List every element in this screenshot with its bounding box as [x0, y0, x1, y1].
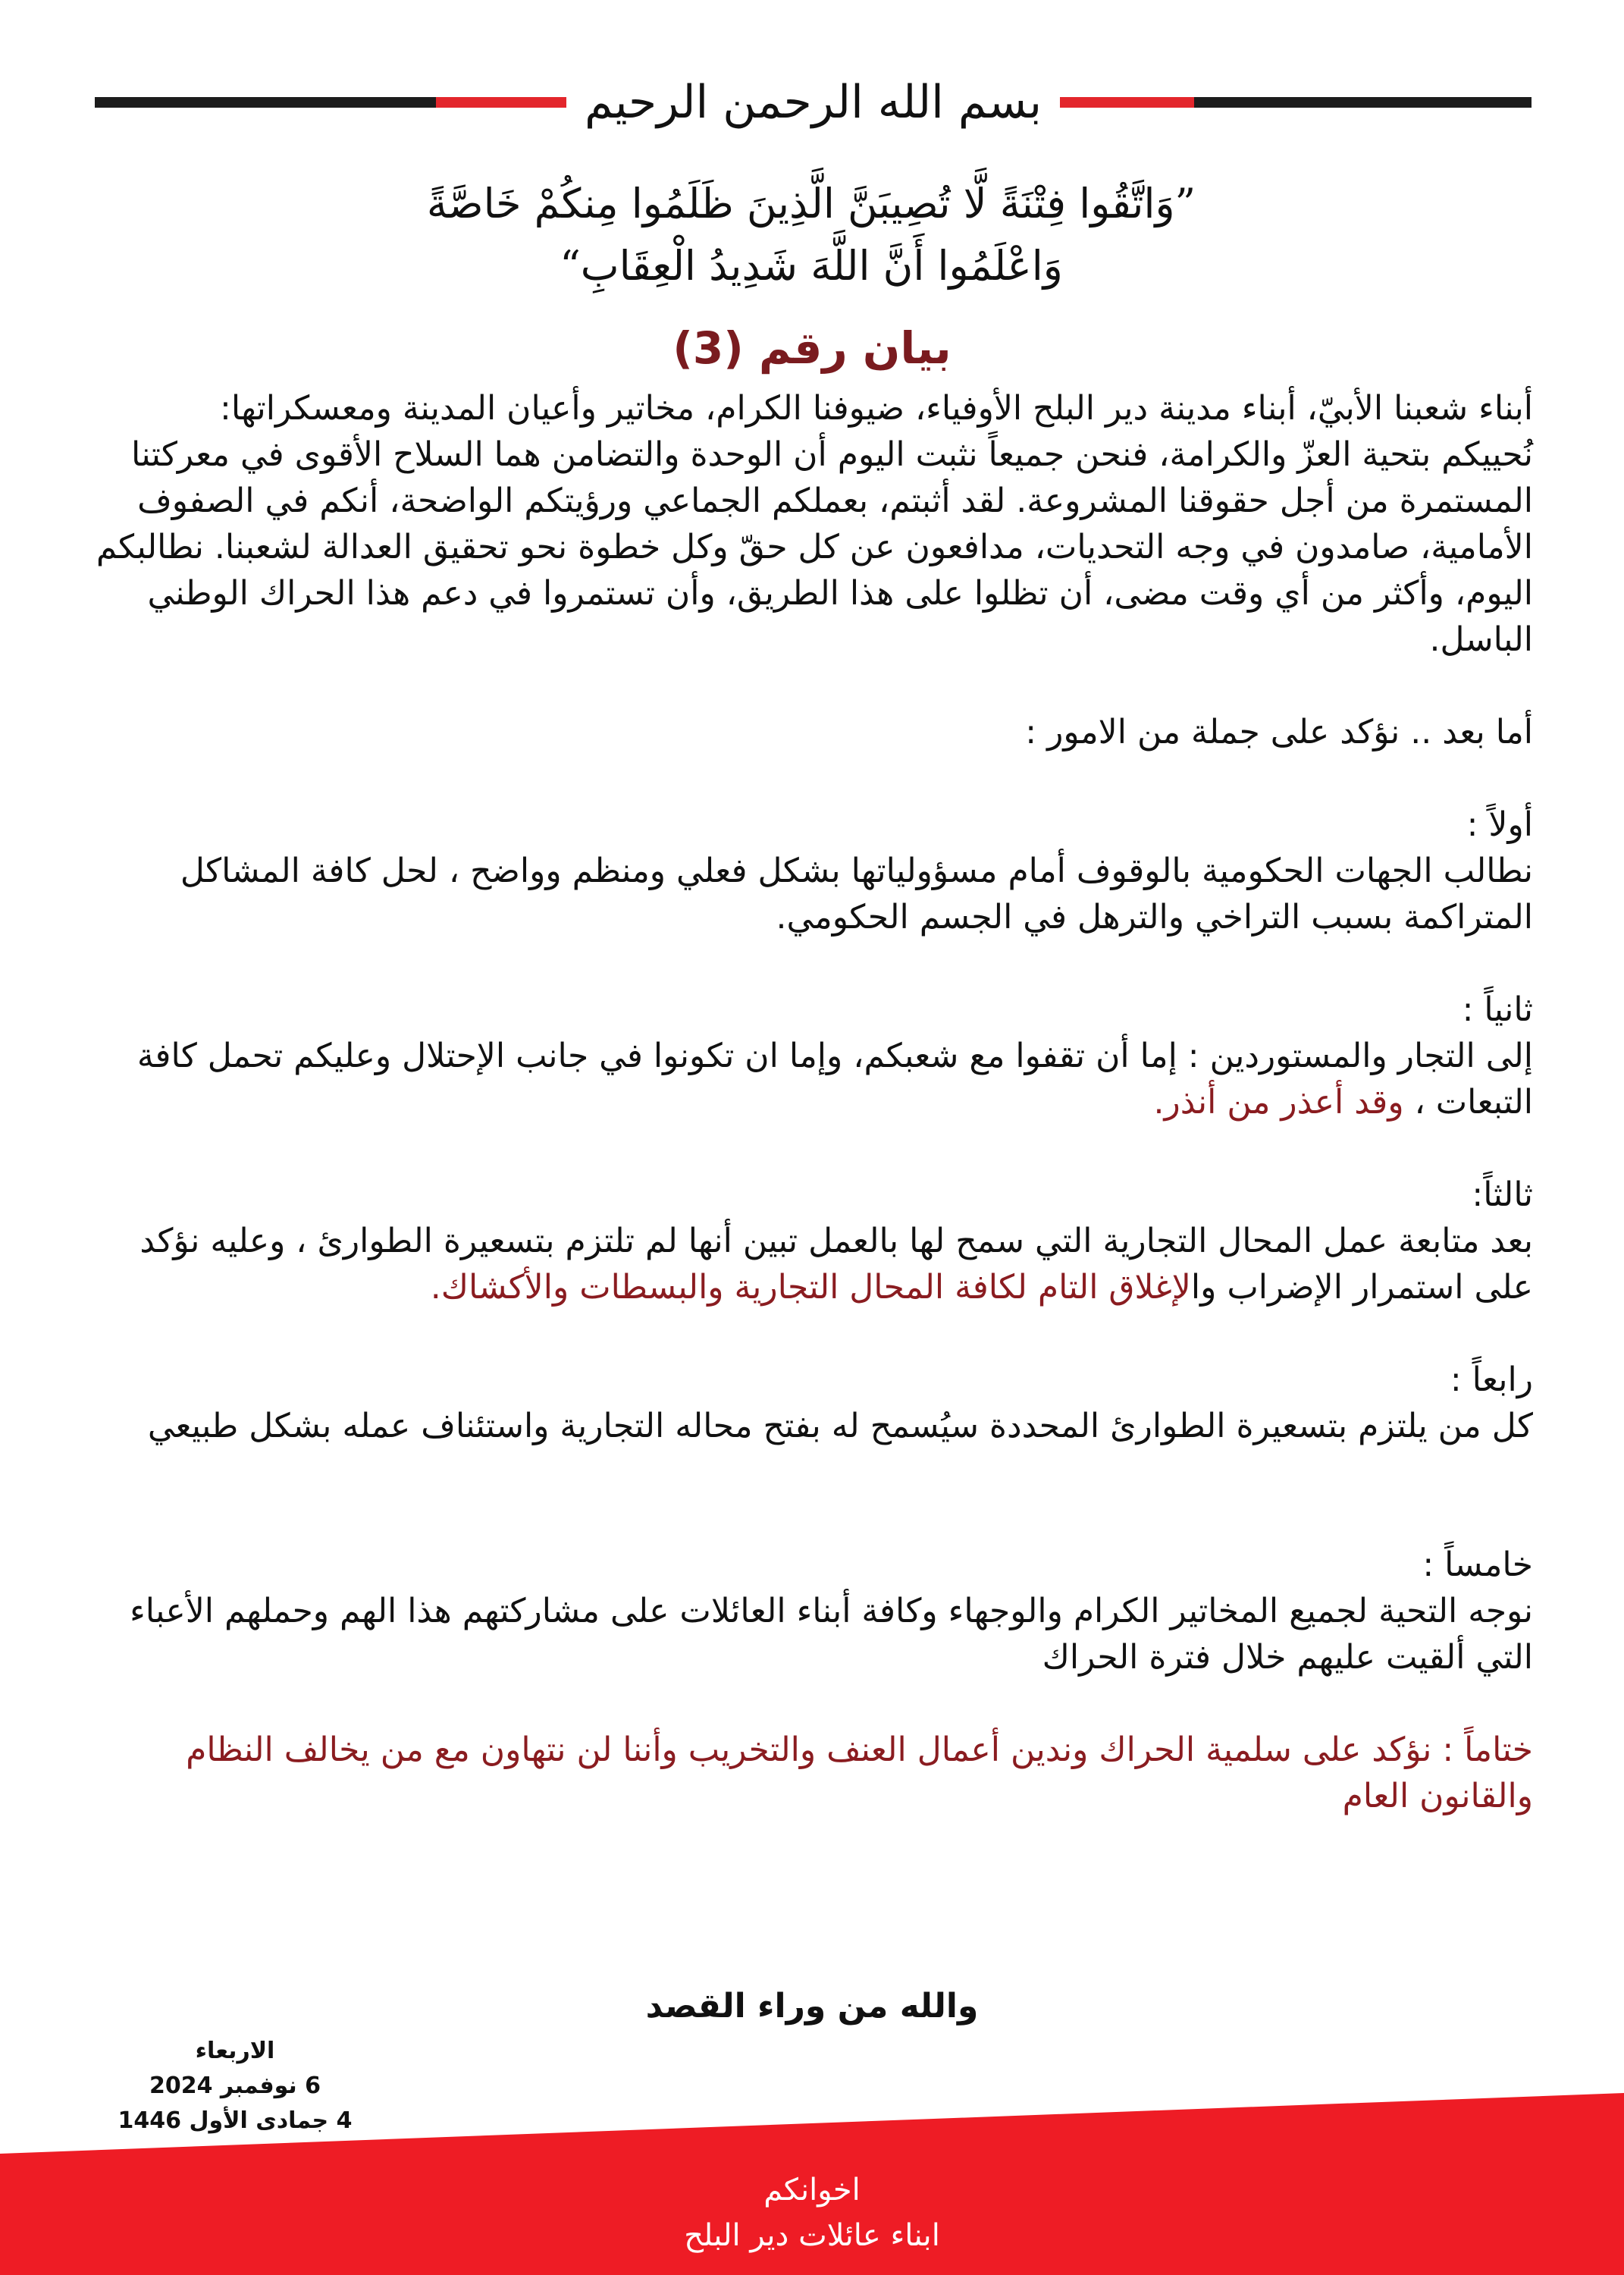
point-3-body: بعد متابعة عمل المحال التجارية التي سمح لها بالعمل تبين أنها لم تلتزم بتسعيرة الطوارئ ، وعليه نؤكد على استمرار الإضراب وا [140, 1222, 1533, 1307]
basmala-text: بسم الله الرحمن الرحيم [566, 76, 1060, 129]
lead-in: أما بعد .. نؤكد على جملة من الامور : [1025, 713, 1533, 752]
point-1-heading: أولاً : [1466, 805, 1533, 844]
point-3-text [89, 1218, 1533, 1310]
date-hijri: 4 جمادى الأول 1446 [118, 2107, 353, 2134]
point-4-text: كل من يلتزم بتسعيرة الطوارئ المحددة سيُسمح له بفتح محاله التجارية واستئناف عمله بشكل طبيعي [147, 1407, 1533, 1445]
closing-paragraph: ختاماً : نؤكد على سلمية الحراك وندين أعمال العنف والتخريب وأننا لن نتهاون مع من يخالف النظام والقانون العام [186, 1731, 1533, 1815]
point-5-text: نوجه التحية لجميع المخاتير الكرام والوجهاء وكافة أبناء العائلات على مشاركتهم هذا الهم وحملهم الأعباء التي ألقيت عليهم خلال فترة الحراك [130, 1592, 1533, 1677]
sign-off: والله من وراء القصد [645, 1987, 979, 2026]
date-block [114, 2034, 356, 2138]
statement-body [89, 385, 1533, 1819]
point-4-heading: رابعاً : [1450, 1360, 1533, 1399]
header [95, 61, 1532, 144]
point-1-body: نطالب الجهات الحكومية بالوقوف أمام مسؤولياتها بشكل فعلي ومنظم وواضح ، لحل كافة المشاكل المتراكمة بسبب التراخي والترهل في الجسم الحكومي. [180, 852, 1533, 937]
point-2-emphasis: وقد أعذر من أنذر. [1153, 1083, 1404, 1122]
footer-signature [0, 2167, 1624, 2258]
verse-line-2: وَاعْلَمُوا أَنَّ اللَّهَ شَدِيدُ الْعِقَابِ“ [560, 242, 1063, 290]
address-paragraph: أبناء شعبنا الأبيّ، أبناء مدينة دير البلح الأوفياء، ضيوفنا الكرام، مخاتير وأعيان المدينة ومعسكراتها: [220, 389, 1533, 428]
point-2-body: إلى التجار والمستوردين : إما أن تقفوا مع شعبكم، وإما ان تكونوا في جانب الإحتلال وعليكم تحمل كافة التبعات ، [136, 1037, 1533, 1122]
point-3-emphasis: لإغلاق التام لكافة المحال التجارية والبسطات والأكشاك. [430, 1268, 1191, 1307]
point-5-heading: خامساً : [1422, 1545, 1533, 1584]
greeting-paragraph: نُحييكم بتحية العزّ والكرامة، فنحن جميعاً نثبت اليوم أن الوحدة والتضامن هما السلاح الأقوى في معركتنا المستمرة من أجل حقوقنا المشروعة. لقد أثبتم، بعملكم الجماعي ورؤيتكم الواضحة، أنكم في الصفوف الأمامية، صامدون في وجه التحديات، مدافعون عن كل حقّ وكل خطوة نحو تحقيق العدالة لشعبنا. نطالبكم اليوم، وأكثر من أي وقت مضى، أن تظلوا على هذا الطريق، وأن تستمروا في دعم هذا الحراك الوطني الباسل. [96, 435, 1533, 659]
verse-line-1: ”وَاتَّقُوا فِتْنَةً لَّا تُصِيبَنَّ الَّذِينَ ظَلَمُوا مِنكُمْ خَاصَّةً [426, 180, 1196, 228]
footer-line-2: ابناء عائلات دير البلح [684, 2218, 940, 2253]
date-weekday: الاربعاء [195, 2038, 275, 2064]
footer-line-1: اخوانكم [763, 2173, 861, 2208]
date-gregorian: 6 نوفمبر 2024 [149, 2073, 321, 2099]
point-2-text [89, 1033, 1533, 1125]
basmala-heading [95, 61, 1532, 144]
quran-verse [227, 173, 1395, 297]
statement-title: بيان رقم (3) [672, 322, 952, 374]
point-1-text [89, 848, 1533, 940]
point-3-heading: ثالثاً: [1472, 1175, 1533, 1214]
point-2-heading: ثانياً : [1462, 990, 1533, 1029]
